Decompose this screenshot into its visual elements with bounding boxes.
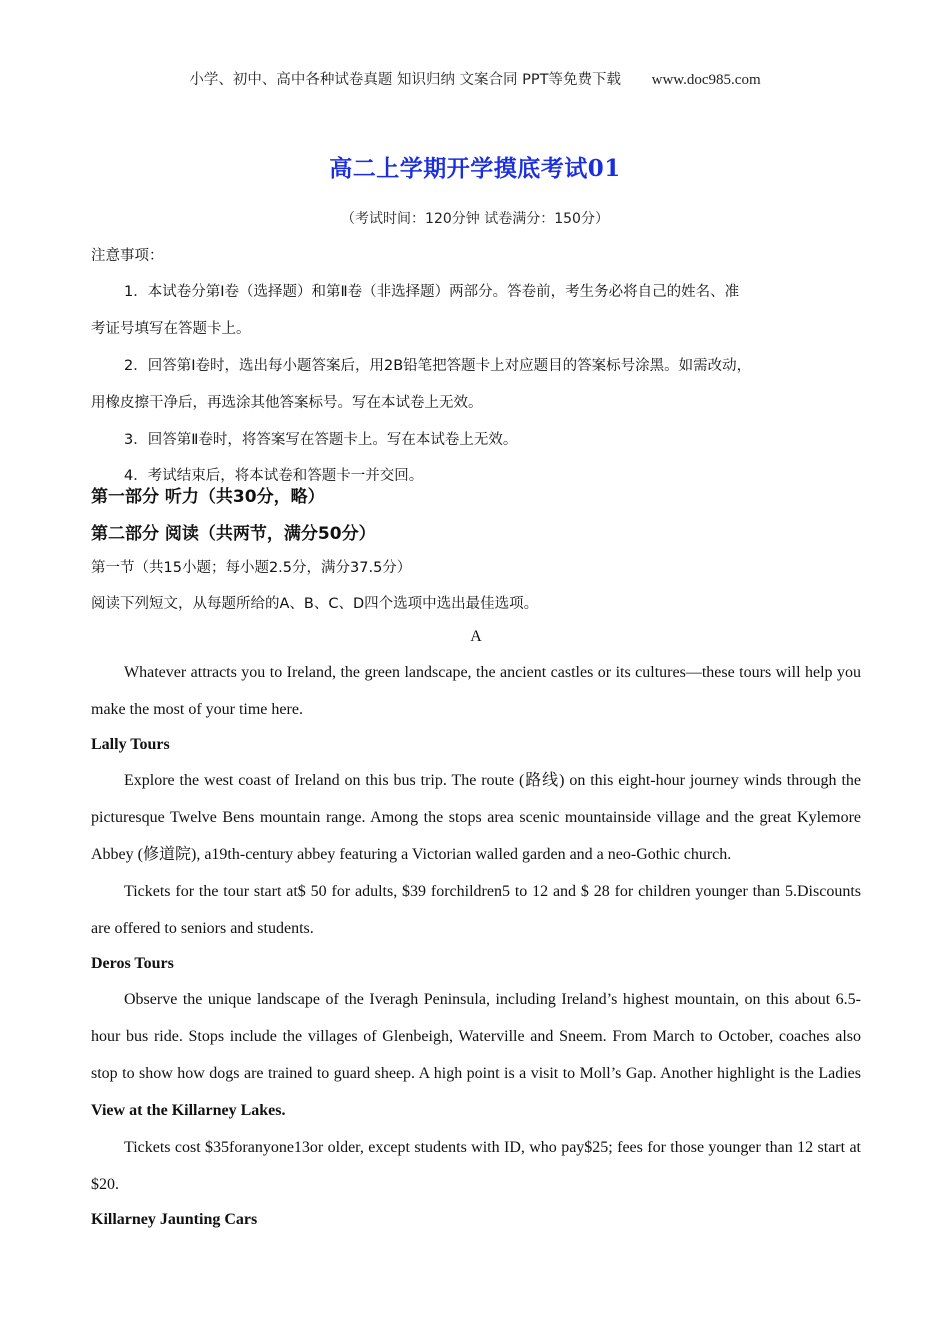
deros-paragraph-bold: View at the Killarney Lakes.: [91, 1102, 286, 1119]
notes-item: 2．回答第Ⅰ卷时，选出每小题答案后，用2B铅笔把答题卡上对应题目的答案标号涂黑。如需改动，: [124, 358, 752, 374]
header-site-link[interactable]: www.doc985.com: [651, 72, 761, 88]
notes-section: [91, 238, 861, 494]
lally-tickets: Tickets for the tour start at$ 50 for adults, $39 forchildren5 to 12 and $ 28 for children younger than 5.Discounts are offered to seniors and students.: [91, 883, 861, 937]
notes-item: 3．回答第Ⅱ卷时，将答案写在答题卡上。写在本试卷上无效。: [124, 432, 518, 448]
lally-paragraph: Explore the west coast of Ireland on this bus trip. The route (路线) on this eight-hour journey winds through the picturesque Twelve Bens mountain range. Among the stops area scenic mountainside village and the great Kylemore Abbey (修道院), a19th-century abbey featuring a Victorian walled garden and a neo-Gothic church.: [91, 772, 861, 863]
notes-item: 1．本试卷分第Ⅰ卷（选择题）和第Ⅱ卷（非选择题）两部分。答卷前，考生务必将自己的姓名、准: [124, 284, 740, 300]
page-header: [0, 68, 950, 89]
lally-heading: Lally Tours: [91, 736, 170, 753]
deros-heading: Deros Tours: [91, 955, 174, 972]
deros-paragraph: [91, 981, 861, 1129]
notes-heading: 注意事项：: [91, 248, 164, 264]
section1-info: 第一节（共15小题；每小题2.5分，满分37.5分）: [91, 560, 412, 576]
passage-label: A: [470, 628, 482, 645]
notes-item: 4．考试结束后，将本试卷和答题卡一并交回。: [124, 468, 424, 484]
part2-heading: 第二部分 阅读（共两节，满分50分）: [91, 524, 376, 544]
notes-item: 用橡皮擦干净后，再选涂其他答案标号。写在本试卷上无效。: [91, 395, 483, 411]
passage-body: [91, 654, 861, 1237]
reading-instruction: 阅读下列短文，从每题所给的A、B、C、D四个选项中选出最佳选项。: [91, 596, 539, 612]
passage-intro: Whatever attracts you to Ireland, the green landscape, the ancient castles or its cultures—these tours will help you make the most of your time here.: [91, 664, 861, 718]
exam-subtitle: （考试时间：120分钟 试卷满分：150分）: [341, 211, 609, 227]
header-banner: 小学、初中、高中各种试卷真题 知识归纳 文案合同 PPT等免费下载: [189, 72, 622, 88]
deros-paragraph-text: Observe the unique landscape of the Iveragh Peninsula, including Ireland’s highest mountain, on this about 6.5-hour bus ride. Stops include the villages of Glenbeigh, Waterville and Sneem. From March to October, coaches also stop to show how dogs are trained to guard sheep. A high point is a visit to Moll’s Gap. Another highlight is the Ladies: [91, 991, 861, 1082]
deros-tickets: Tickets cost $35foranyone13or older, except students with ID, who pay$25; fees for those younger than 12 start at $20.: [91, 1139, 861, 1193]
exam-title: 高二上学期开学摸底考试01: [329, 155, 621, 182]
notes-item: 考证号填写在答题卡上。: [91, 321, 251, 337]
killarney-heading: Killarney Jaunting Cars: [91, 1211, 258, 1228]
part1-heading: 第一部分 听力（共30分，略）: [91, 487, 325, 507]
